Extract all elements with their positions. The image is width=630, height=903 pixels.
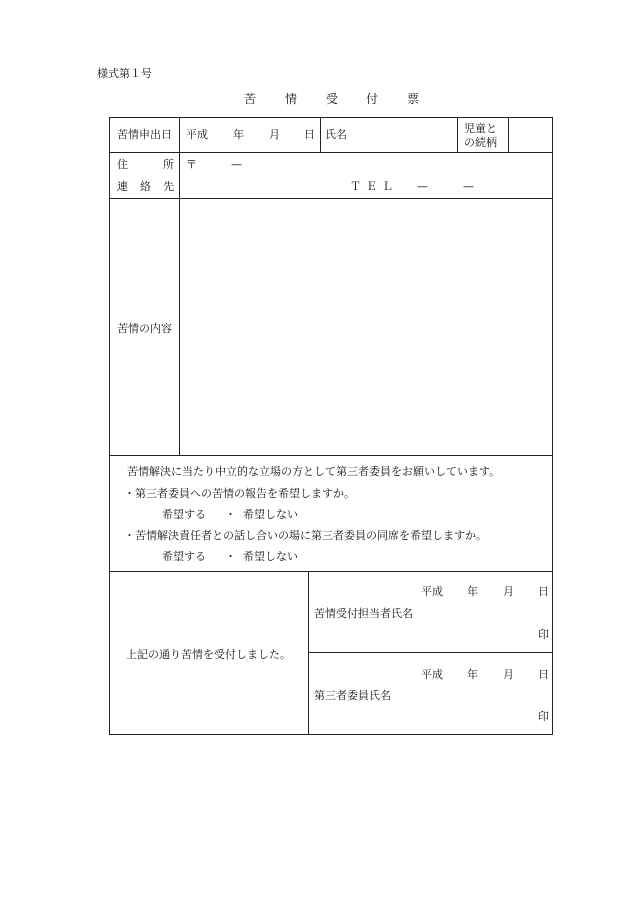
complaint-content-label: 苦情の内容 (117, 322, 172, 335)
third-party-intro: 苦情解決に当たり中立的な立場の方として第三者委員をお願いしています。 (127, 465, 501, 478)
receipt-statement: 上記の通り苦情を受付しました。 (126, 648, 291, 661)
postal-dash: — (231, 158, 242, 171)
tel-label: ＴＥＬ (350, 180, 398, 193)
address-label-char: 所 (163, 158, 174, 171)
row-divider (110, 198, 552, 199)
option-separator: ・ (225, 550, 236, 563)
column-divider (308, 571, 309, 735)
option-yes: 希望する (162, 508, 206, 521)
question-attendance: ・苦情解決責任者との話し合いの場に第三者委員の同席を希望しますか。 (124, 529, 487, 542)
form-number: 様式第１号 (97, 67, 152, 80)
committee-month: 月 (503, 668, 514, 681)
era-label: 平成 (186, 128, 208, 141)
option-no: 希望しない (243, 550, 298, 563)
title-char: 情 (285, 92, 298, 106)
question-report: ・第三者委員への苦情の報告を希望しますか。 (124, 487, 355, 500)
month-label: 月 (269, 128, 280, 141)
committee-seal: 印 (538, 710, 549, 723)
day-label: 日 (304, 128, 315, 141)
contact-label-char: 先 (163, 180, 174, 193)
staff-era: 平成 (421, 585, 443, 598)
row-divider (308, 652, 552, 653)
relation-label (464, 122, 497, 150)
column-divider (320, 118, 321, 152)
tel-dash: — (463, 180, 474, 193)
committee-year: 年 (467, 668, 478, 681)
column-divider (457, 118, 458, 152)
name-label: 氏名 (325, 128, 347, 141)
column-divider (508, 118, 509, 152)
option-no: 希望しない (243, 508, 298, 521)
address-label-char: 住 (117, 158, 128, 171)
postal-mark: 〒 (186, 158, 197, 171)
relation-label-line2: の続柄 (464, 136, 497, 149)
title-char: 苦 (244, 92, 257, 106)
staff-day: 日 (538, 585, 549, 598)
complaint-date-label: 苦情申出日 (117, 128, 172, 141)
title-char: 受 (326, 92, 339, 106)
committee-name-label: 第三者委員氏名 (314, 689, 391, 702)
row-divider (110, 152, 552, 153)
contact-label-char: 連 (117, 180, 128, 193)
staff-year: 年 (467, 585, 478, 598)
staff-seal: 印 (538, 628, 549, 641)
tel-dash: — (417, 180, 428, 193)
title-char: 付 (366, 92, 379, 106)
year-label: 年 (233, 128, 244, 141)
column-divider (179, 118, 180, 455)
staff-month: 月 (503, 585, 514, 598)
contact-label-char: 絡 (140, 180, 151, 193)
option-separator: ・ (225, 508, 236, 521)
relation-label-line1: 児童と (464, 122, 497, 135)
title-char: 票 (407, 92, 420, 106)
row-divider (110, 455, 552, 456)
staff-name-label: 苦情受付担当者氏名 (314, 607, 413, 620)
complaint-form-table (109, 117, 553, 735)
committee-day: 日 (538, 668, 549, 681)
option-yes: 希望する (162, 550, 206, 563)
committee-era: 平成 (421, 668, 443, 681)
row-divider (110, 571, 552, 572)
